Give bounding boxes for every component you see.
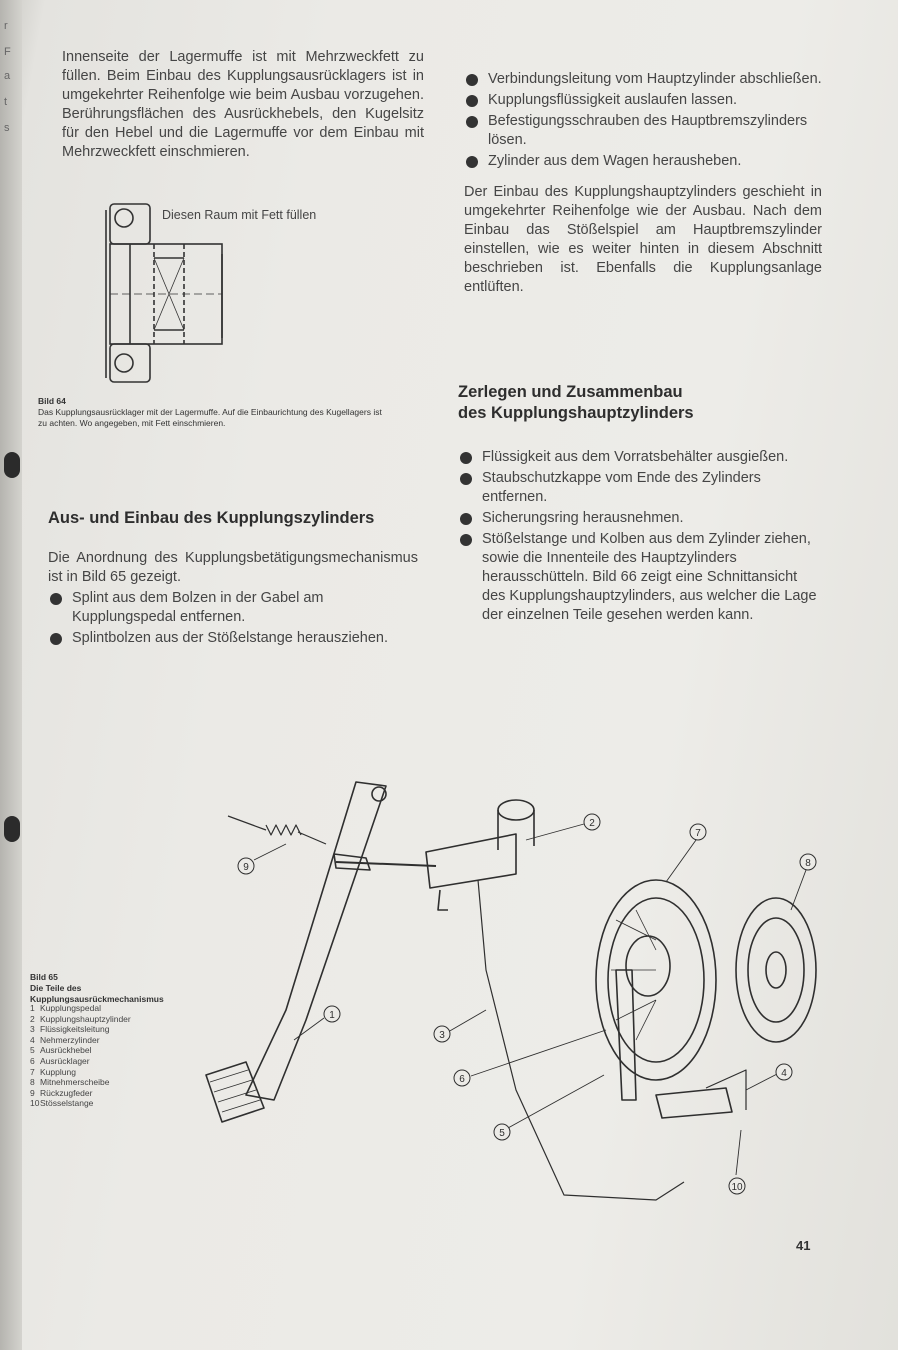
- hydraulic-line: [478, 880, 684, 1200]
- list-item: Kupplungsflüssigkeit auslaufen lassen.: [464, 91, 822, 110]
- callout-7: [690, 824, 706, 840]
- callout-5: [494, 1124, 510, 1140]
- figure-65-legend: [30, 1003, 190, 1109]
- list-item: Zylinder aus dem Wagen herausheben.: [464, 152, 822, 171]
- section-heading-line2: des Kupplungshauptzylinders: [458, 404, 694, 422]
- callout-4: [776, 1064, 792, 1080]
- binder-hole: [4, 816, 20, 842]
- clutch-disc: [736, 898, 816, 1042]
- list-item: Sicherungsring herausnehmen.: [458, 509, 818, 528]
- figure-64-caption: [38, 396, 393, 429]
- page-number: 41: [796, 1238, 811, 1253]
- callout-6: [454, 1070, 470, 1086]
- right-column: [464, 70, 822, 297]
- right-section: [458, 382, 818, 627]
- top-bullet-list: [464, 70, 822, 171]
- figure-65-caption-subtitle: Die Teile des Kupplungsausrückmechanismus: [30, 983, 164, 1004]
- callout-10: [729, 1178, 745, 1194]
- left-section: [48, 508, 418, 650]
- list-item: Befestigungsschrauben des Hauptbremszylinders lösen.: [464, 112, 822, 150]
- legend-item: 7 Kupplung: [30, 1066, 76, 1077]
- callout-10-text: 10: [731, 1182, 743, 1193]
- return-spring: [228, 816, 326, 844]
- section-heading-cylinder: Aus- und Einbau des Kupplungszylinders: [48, 509, 375, 527]
- legend-item: 3 Flüssigkeitsleitung: [30, 1024, 110, 1035]
- section-paragraph: Die Anordnung des Kupplungsbetätigungsmechanismus ist in Bild 65 gezeigt.: [48, 550, 418, 585]
- slave-cylinder: [656, 1088, 732, 1118]
- legend-item: 6 Ausrücklager: [30, 1055, 90, 1066]
- section-heading-line1: Zerlegen und Zusammenbau: [458, 383, 683, 401]
- list-item: Stößelstange und Kolben aus dem Zylinder ziehen, sowie die Innenteile des Hauptzylinders herausschütteln. Bild 66 zeigt eine Schnittansicht des Kupplungshauptzylinders, aus welcher die Lage der einzelnen Teile gesehen werden kann.: [458, 530, 818, 625]
- callout-8-text: 8: [805, 858, 811, 869]
- callout-2-text: 2: [589, 818, 595, 829]
- callout-7-text: 7: [695, 828, 701, 839]
- list-item: Splintbolzen aus der Stößelstange herausziehen.: [48, 629, 418, 648]
- binder-hole: [4, 452, 20, 478]
- callout-3: [434, 1026, 450, 1042]
- callout-9-text: 9: [243, 862, 249, 873]
- disassembly-bullet-list: [458, 448, 818, 625]
- callout-5-text: 5: [499, 1128, 505, 1139]
- callout-3-text: 3: [439, 1030, 445, 1041]
- callout-4-text: 4: [781, 1068, 787, 1079]
- clutch-cover-assembly: [596, 880, 716, 1080]
- list-item: Verbindungsleitung vom Hauptzylinder abschließen.: [464, 70, 822, 89]
- list-item: Staubschutzkappe vom Ende des Zylinders entfernen.: [458, 469, 818, 507]
- left-intro-block: [62, 48, 424, 162]
- legend-item: 8 Mitnehmerscheibe: [30, 1077, 110, 1088]
- reassembly-paragraph: Der Einbau des Kupplungshauptzylinders geschieht in umgekehrter Reihenfolge wie der Ausbau. Nach dem Einbau das Stößelspiel am Hauptbremszylinder einstellen, wie es weiter hinten in diesem Abschnitt beschrieben ist. Ebenfalls die Kupplungsanlage entlüften.: [464, 184, 822, 295]
- figure-65-caption: [30, 972, 200, 1005]
- callout-2: [584, 814, 600, 830]
- push-rod: [336, 862, 436, 866]
- callout-9: [238, 858, 254, 874]
- callout-6-text: 6: [459, 1074, 465, 1085]
- legend-item: 2 Kupplungshauptzylinder: [30, 1013, 131, 1024]
- figure-65-caption-title: Bild 65: [30, 972, 58, 982]
- list-item: Flüssigkeit aus dem Vorratsbehälter ausgießen.: [458, 448, 818, 467]
- legend-item: 10Stösselstange: [30, 1098, 94, 1109]
- figure-64-bearing-drawing: [104, 198, 364, 388]
- previous-page-edge: r F a t s: [0, 0, 22, 1350]
- legend-item: 5 Ausrückhebel: [30, 1045, 92, 1056]
- release-lever: [616, 970, 636, 1100]
- figure-64-caption-title: Bild 64: [38, 396, 66, 406]
- master-cylinder: [426, 834, 516, 888]
- list-item: Splint aus dem Bolzen in der Gabel am Kupplungspedal entfernen.: [48, 589, 418, 627]
- figure-65-clutch-mechanism-drawing: [186, 770, 836, 1210]
- legend-item: 1 Kupplungspedal: [30, 1003, 101, 1013]
- section-bullet-list: [48, 589, 418, 648]
- figure-64-label: Diesen Raum mit Fett füllen: [162, 208, 317, 222]
- callout-1-text: 1: [329, 1010, 335, 1021]
- figure-64-caption-text: Das Kupplungsausrücklager mit der Lagermuffe. Auf die Einbaurichtung des Kugellagers ist zu achten. Wo angegeben, mit Fett einschmieren.: [38, 407, 382, 428]
- callout-1: [324, 1006, 340, 1022]
- callout-8: [800, 854, 816, 870]
- clutch-pedal-arm: [246, 782, 386, 1100]
- intro-paragraph: Innenseite der Lagermuffe ist mit Mehrzweckfett zu füllen. Beim Einbau des Kupplungsausrücklagers ist in umgekehrter Reihenfolge wie beim Ausbau vorzugehen. Berührungsflächen des Ausrückhebels, den Kugelsitz für den Hebel und die Lagermuffe vor dem Einbau mit Mehrzweckfett einschmieren.: [62, 49, 424, 160]
- legend-item: 4 Nehmerzylinder: [30, 1034, 100, 1045]
- legend-item: 9 Rückzugfeder: [30, 1087, 93, 1098]
